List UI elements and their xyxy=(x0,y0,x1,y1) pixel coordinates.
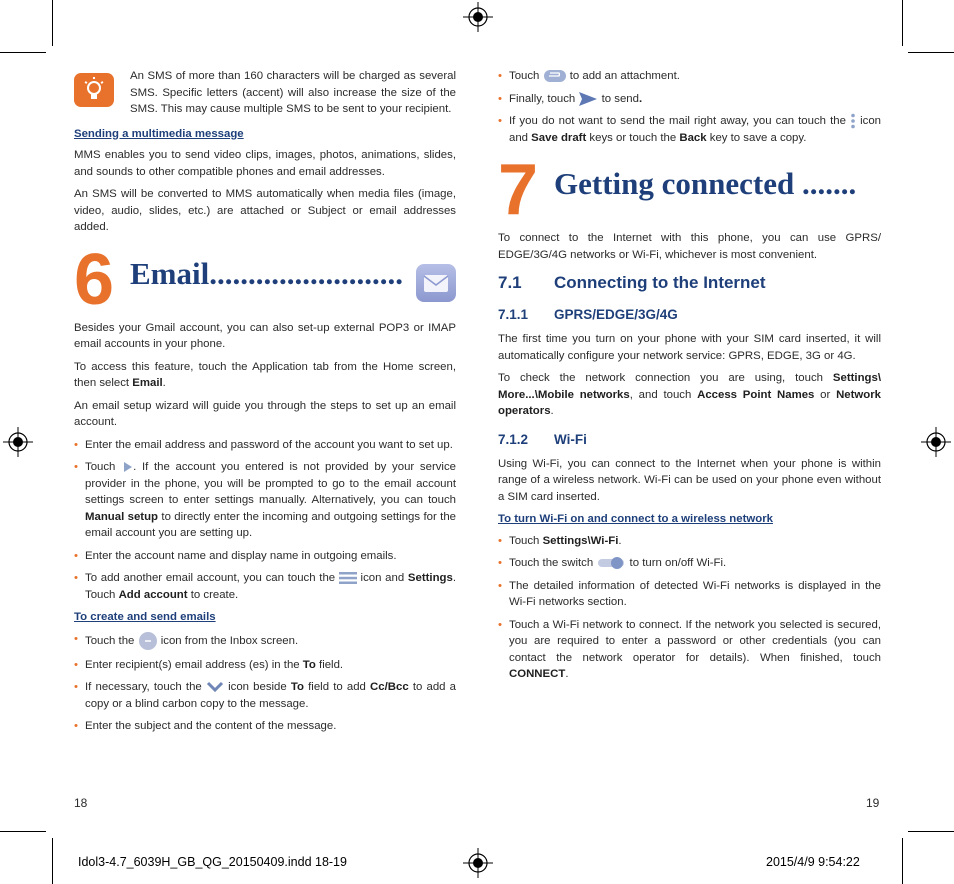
chapter-title: Getting connected ....... xyxy=(554,166,857,202)
menu-icon xyxy=(339,572,357,584)
list-item xyxy=(498,533,881,550)
text-run: To check the network connection you are using, touch xyxy=(498,372,833,385)
text-run: key to save a copy. xyxy=(706,131,807,144)
wifi-heading: To turn Wi-Fi on and connect to a wireless network xyxy=(498,513,773,526)
email-paragraph: Besides your Gmail account, you can also set-up external POP3 or IMAP email accounts in your phone. xyxy=(74,321,456,350)
text-run: keys or touch the xyxy=(586,131,680,144)
mms-paragraph: MMS enables you to send video clips, images, photos, animations, slides, and sounds to other compatible phones and email addresses. xyxy=(74,149,456,178)
registration-mark-icon xyxy=(921,427,951,457)
email-paragraph xyxy=(74,359,456,392)
list-item: • Enter the subject and the content of the message. xyxy=(74,718,456,735)
chapter-6-header xyxy=(74,239,456,320)
subsection-number: 7.1.2 xyxy=(498,431,529,447)
crop-mark xyxy=(52,0,53,46)
paragraph xyxy=(498,370,881,420)
list-item: • Enter the email address and password of the account you want to set up. xyxy=(74,437,456,454)
crop-mark xyxy=(908,831,954,832)
text-run: icon and xyxy=(509,115,881,144)
text-run-bold: Network operators xyxy=(498,388,882,418)
text-run: . xyxy=(565,668,569,681)
list-item xyxy=(74,679,456,712)
page-number: 19 xyxy=(866,796,880,810)
text-run: To access this feature, touch the Application tab from the Home screen, then select xyxy=(74,360,456,389)
attach-list xyxy=(498,68,881,146)
left-page xyxy=(74,68,456,741)
text-run-bold: Add account xyxy=(118,588,188,601)
text-run: If you do not want to send the mail right away, you can touch the xyxy=(509,115,851,128)
tip-box xyxy=(74,68,456,118)
send-heading: To create and send emails xyxy=(74,611,216,623)
text-run-bold: Save draft xyxy=(531,131,587,144)
text-run: to send xyxy=(598,92,639,105)
section-heading xyxy=(498,275,881,297)
crop-mark xyxy=(908,52,954,53)
chapter-number: 6 xyxy=(74,239,115,320)
registration-mark-icon xyxy=(3,427,33,457)
subsection-title: GPRS/EDGE/3G/4G xyxy=(554,307,678,323)
list-item xyxy=(498,113,881,146)
text-run-bold: To xyxy=(290,681,304,693)
intro-paragraph: To connect to the Internet with this phone, you can use GPRS/ EDGE/3G/4G networks or Wi-Fi, whichever is most convenient. xyxy=(498,232,881,261)
text-run-bold: Manual setup xyxy=(85,510,159,523)
list-item xyxy=(74,570,456,603)
crop-mark xyxy=(0,831,46,832)
list-item xyxy=(498,91,881,108)
crop-mark xyxy=(902,0,903,46)
list-item xyxy=(498,617,881,683)
chapter-7-header xyxy=(498,150,881,231)
text-run: field. xyxy=(315,658,344,671)
subsection-title: Wi-Fi xyxy=(554,431,587,447)
text-run: To add another email account, you can touch the xyxy=(85,572,339,584)
right-page xyxy=(498,68,881,689)
send-list xyxy=(74,631,456,735)
text-run: Touch a Wi-Fi network to connect. If the network you selected is secured, you are required to enter a password or other credentials (you can contact the network operator for details). When finished, touch xyxy=(509,618,881,664)
text-run: to create. xyxy=(187,588,239,601)
list-item xyxy=(498,555,881,572)
text-run: . If the account you entered is not provided by your service provider in the phone, you will be prompted to go to the email account settings screen to enter settings manually. Alternatively, you can touch xyxy=(85,461,456,506)
mms-paragraph: An SMS will be converted to MMS automatically when media files (image, video, audio, slides, etc.) are attached or Subject or email addresses added. xyxy=(74,188,456,233)
section-title: Connecting to the Internet xyxy=(554,273,766,293)
text-run: icon from the Inbox screen. xyxy=(157,634,299,647)
print-datetime: 2015/4/9 9:54:22 xyxy=(766,855,860,869)
mms-heading: Sending a multimedia message xyxy=(74,127,244,140)
text-run-bold: CONNECT xyxy=(509,668,566,681)
text-run: Touch xyxy=(85,461,122,473)
text-run-bold: Settings xyxy=(407,572,453,584)
text-run-bold: To xyxy=(302,658,316,671)
text-run: . xyxy=(550,405,554,418)
text-run-bold: Settings\Wi-Fi xyxy=(542,534,619,547)
subsection-heading xyxy=(498,307,881,325)
send-icon xyxy=(578,91,598,107)
next-arrow-icon xyxy=(121,461,133,473)
text-run: Touch xyxy=(509,534,543,547)
text-run: . Touch xyxy=(85,572,456,601)
section-number: 7.1 xyxy=(498,273,522,293)
text-run-bold: Email xyxy=(132,377,163,389)
paragraph: Using Wi-Fi, you can connect to the Internet when your phone is within range of a wireless network. Wi-Fi can be used on your phone even without a SIM card inserted. xyxy=(498,457,881,503)
registration-mark-icon xyxy=(463,848,493,878)
chevron-down-icon xyxy=(206,681,224,693)
text-run: Finally, touch xyxy=(509,92,579,105)
crop-mark xyxy=(902,838,903,884)
text-run-bold: Back xyxy=(679,131,707,144)
compose-icon xyxy=(138,631,158,651)
text-run: to add a copy or a blind carbon copy to the message. xyxy=(85,681,456,710)
text-run: . xyxy=(162,377,166,389)
toggle-switch-icon xyxy=(596,556,626,570)
text-run: field to add xyxy=(303,681,371,693)
crop-mark xyxy=(52,838,53,884)
text-run: Touch xyxy=(509,70,543,82)
list-item xyxy=(74,657,456,674)
text-run: Enter recipient(s) email address (es) in the xyxy=(85,658,303,671)
chapter-title: Email......................... xyxy=(130,255,403,291)
lightbulb-tip-icon xyxy=(74,73,114,107)
list-item xyxy=(498,68,881,85)
text-run-bold: Access Point Names xyxy=(697,388,815,401)
wifi-list xyxy=(498,533,881,683)
subsection-heading xyxy=(498,432,881,450)
text-run: , and touch xyxy=(629,388,698,401)
tip-text: An SMS of more than 160 characters will be charged as several SMS. Specific letters (accent) will also increase the size of the SMS. This may cause multiple SMS to be sent to your recipient. xyxy=(130,70,456,115)
text-run-bold: Settings\ More...\Mobile networks xyxy=(498,372,881,401)
text-run: Touch the switch xyxy=(509,557,597,570)
list-item xyxy=(74,459,456,542)
text-run: or xyxy=(814,388,837,401)
email-paragraph: An email setup wizard will guide you through the steps to set up an email account. xyxy=(74,399,456,428)
chapter-number: 7 xyxy=(498,150,539,231)
text-run-bold: Cc/Bcc xyxy=(370,681,409,693)
page-number: 18 xyxy=(74,796,88,810)
print-filename: Idol3-4.7_6039H_GB_QG_20150409.indd 18-19 xyxy=(78,855,347,869)
text-run-bold: . xyxy=(638,92,643,105)
text-run: to add an attachment. xyxy=(566,70,680,82)
mail-app-icon xyxy=(416,264,456,302)
paragraph: The first time you turn on your phone with your SIM card inserted, it will automatically configure your network service: GPRS, EDGE, 3G or 4G. xyxy=(498,333,881,362)
text-run: icon beside xyxy=(223,681,291,693)
crop-mark xyxy=(0,52,46,53)
list-item: • Enter the account name and display name in outgoing emails. xyxy=(74,548,456,565)
text-run: If necessary, touch the xyxy=(85,681,206,693)
subsection-number: 7.1.1 xyxy=(498,307,529,323)
text-run: Touch the xyxy=(85,634,138,647)
text-run: to directly enter the incoming and outgoing settings for the email account you are setting up. xyxy=(85,510,456,539)
paperclip-icon xyxy=(543,69,567,83)
text-run: icon and xyxy=(356,572,408,584)
list-item xyxy=(74,631,456,651)
registration-mark-icon xyxy=(463,2,493,32)
setup-list xyxy=(74,437,456,604)
text-run: . xyxy=(618,534,622,547)
text-run: to turn on/off Wi-Fi. xyxy=(626,557,727,570)
list-item: • The detailed information of detected Wi-Fi networks is displayed in the Wi-Fi networks section. xyxy=(498,578,881,611)
